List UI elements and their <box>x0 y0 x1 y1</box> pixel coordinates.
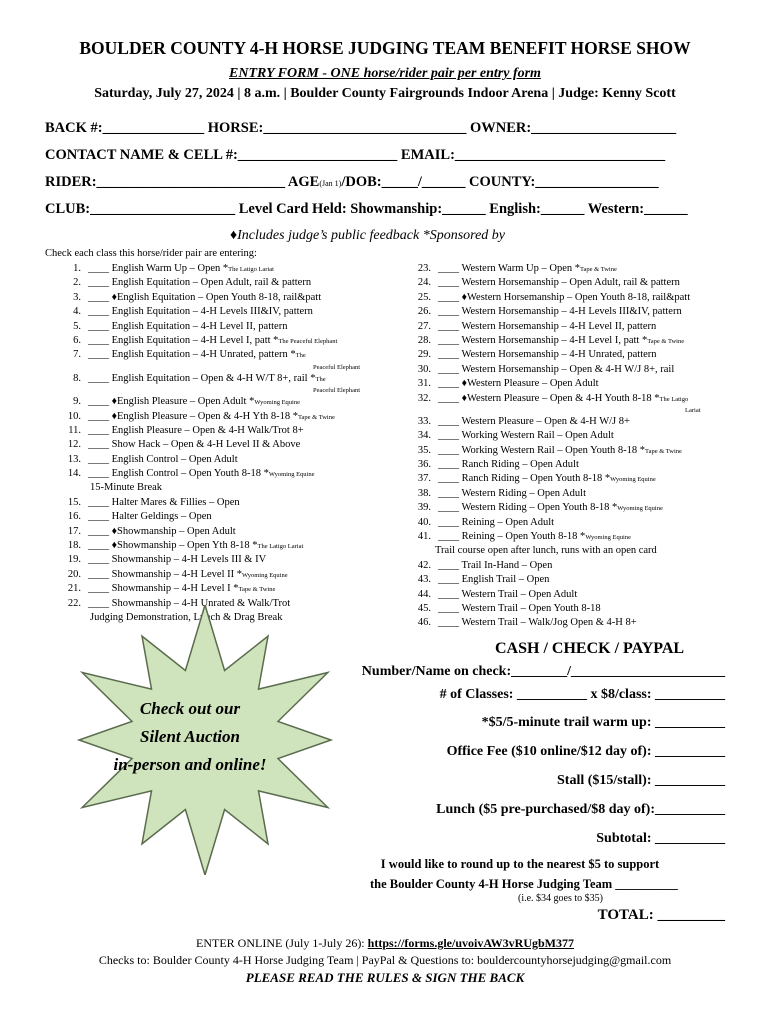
left-class-list <box>45 262 360 625</box>
class-number: 15. <box>67 496 81 508</box>
rules-notice: PLEASE READ THE RULES & SIGN THE BACK <box>245 970 525 985</box>
sponsor-continuation: Lariat <box>685 406 701 414</box>
class-number: 2. <box>73 277 81 289</box>
class-item[interactable] <box>45 395 360 409</box>
class-checkbox-blank[interactable]: ____ <box>88 468 112 480</box>
class-item[interactable] <box>45 539 360 553</box>
class-number: 40. <box>417 516 431 528</box>
office-fee-field[interactable]: Office Fee ($10 online/$12 day of): __________ <box>446 744 725 759</box>
class-checkbox-blank[interactable]: ____ <box>438 516 462 528</box>
payment-methods: CASH / CHECK / PAYPAL <box>495 640 685 657</box>
class-checkbox-blank[interactable]: ____ <box>438 531 462 543</box>
class-number: 13. <box>67 453 81 465</box>
class-name: ♦Showmanship – Open Yth 8-18 * <box>111 540 258 552</box>
stall-fee-field[interactable]: Stall ($15/stall): __________ <box>557 773 725 788</box>
form-title: BOULDER COUNTY 4-H HORSE JUDGING TEAM BENEFIT HORSE SHOW <box>79 38 691 58</box>
sponsor-name: The Latigo <box>659 395 689 403</box>
class-checkbox-blank[interactable]: ____ <box>88 597 112 609</box>
class-item[interactable] <box>45 424 360 438</box>
class-number: 35. <box>417 444 431 456</box>
sponsor-continuation: Peaceful Elephant <box>313 387 361 395</box>
class-name: ♦Western Pleasure – Open & 4-H Youth 8-18 * <box>461 392 660 404</box>
class-item[interactable] <box>395 429 701 443</box>
class-item[interactable] <box>45 276 360 290</box>
class-checkbox-blank[interactable]: ____ <box>88 277 112 289</box>
class-item[interactable] <box>395 377 701 391</box>
class-number: 8. <box>73 372 81 384</box>
dob-county-label: /DOB:_____/______ COUNTY:_________________ <box>341 174 659 190</box>
classes-count-field[interactable]: # of Classes: __________ x $8/class: __________ <box>439 687 725 702</box>
online-entry-line <box>0 936 770 951</box>
class-number: 20. <box>67 568 81 580</box>
class-name: Showmanship – 4-H Levels III & IV <box>111 554 267 566</box>
sponsor-name: Wyoming Equine <box>610 476 656 484</box>
class-name: English Equitation – Open Adult, rail & pattern <box>111 277 312 289</box>
class-checkbox-blank[interactable]: ____ <box>438 444 462 456</box>
class-name: Western Horsemanship – Open & 4-H W/J 8+, rail <box>461 363 675 375</box>
class-number: 46. <box>417 617 431 629</box>
class-number: 32. <box>417 392 431 404</box>
class-checkbox-blank[interactable]: ____ <box>438 588 462 600</box>
sponsor-continuation: Peaceful Elephant <box>313 363 361 371</box>
class-name: English Control – Open Adult <box>111 453 238 465</box>
right-class-list <box>395 262 701 631</box>
class-checkbox-blank[interactable]: ____ <box>438 363 462 375</box>
class-number: 17. <box>67 525 81 537</box>
promo-line-1: Check out our <box>139 699 241 718</box>
class-item[interactable] <box>45 291 360 305</box>
class-number: 18. <box>67 540 81 552</box>
class-name: Western Horsemanship – 4-H Unrated, pattern <box>461 349 657 361</box>
class-number: 34. <box>417 430 431 442</box>
sponsor-name: Wyoming Equine <box>617 505 663 513</box>
trail-warmup-field[interactable]: *$5/5-minute trail warm up: __________ <box>481 715 725 730</box>
class-checkbox-blank[interactable]: ____ <box>438 349 462 361</box>
roundup-text: I would like to round up to the nearest $5 to support <box>380 857 660 871</box>
class-number: 11. <box>68 424 81 436</box>
legend-note: ♦Includes judge’s public feedback *Sponsored by <box>230 228 506 243</box>
sponsor-name: Wyoming Equine <box>268 471 315 479</box>
class-item[interactable] <box>45 320 360 334</box>
class-name: English Equitation – 4-H Level II, pattern <box>111 320 288 332</box>
class-number: 16. <box>67 511 81 523</box>
promo-line-2: Silent Auction <box>140 727 240 746</box>
sponsor-name: Wyoming Equine <box>585 534 631 542</box>
class-number: 14. <box>67 468 81 480</box>
sponsor-name: Tape & Twine <box>645 447 682 455</box>
class-item[interactable] <box>395 444 701 458</box>
class-checkbox-blank[interactable]: ____ <box>438 430 462 442</box>
class-item[interactable] <box>45 438 360 452</box>
class-checkbox-blank[interactable]: ____ <box>88 568 112 580</box>
class-checkbox-blank[interactable]: ____ <box>438 320 462 332</box>
class-name: Working Western Rail – Open Youth 8-18 * <box>461 444 646 456</box>
class-checkbox-blank[interactable]: ____ <box>88 453 112 465</box>
class-item[interactable] <box>45 348 360 362</box>
class-name: Ranch Riding – Open Youth 8-18 * <box>461 473 611 485</box>
class-item[interactable] <box>395 588 701 602</box>
online-entry-label: ENTER ONLINE (July 1-July 26): <box>196 936 368 950</box>
class-name: Show Hack – Open & 4-H Level II & Above <box>111 439 301 451</box>
total-field[interactable]: TOTAL: _________ <box>597 907 725 923</box>
class-name: ♦English Pleasure – Open & 4-H Yth 8-18 * <box>111 410 298 422</box>
sponsor-name: Tape & Twine <box>238 586 276 594</box>
class-number: 33. <box>417 415 431 427</box>
class-checkbox-blank[interactable]: ____ <box>438 459 462 471</box>
class-checkbox-blank[interactable]: ____ <box>88 349 112 361</box>
class-name: ♦Western Pleasure – Open Adult <box>461 378 599 390</box>
class-name: English Warm Up – Open * <box>111 263 229 274</box>
class-name: Working Western Rail – Open Adult <box>461 430 614 442</box>
sponsor-name: The Latigo Lariat <box>257 543 304 551</box>
class-name: English Equitation – Open & 4-H W/T 8+, rail * <box>111 372 316 384</box>
class-checkbox-blank[interactable]: ____ <box>438 263 462 274</box>
lunch-fee-field[interactable]: Lunch ($5 pre-purchased/$8 day of):__________ <box>436 802 725 817</box>
class-number: 42. <box>417 559 431 571</box>
class-item[interactable] <box>395 320 701 334</box>
class-number: 41. <box>417 531 431 543</box>
class-checkbox-blank[interactable]: ____ <box>88 396 112 408</box>
sponsor-name: Tape & Twine <box>298 413 335 421</box>
class-item[interactable] <box>395 291 701 305</box>
class-name: Western Horsemanship – 4-H Levels III&IV, pattern <box>461 306 682 318</box>
class-checkbox-blank[interactable]: ____ <box>438 502 462 514</box>
class-name: Western Horsemanship – Open Adult, rail & pattern <box>461 277 680 289</box>
back-horse-owner-fields[interactable]: BACK #:______________ HORSE:____________________________ OWNER:____________________ <box>45 120 677 136</box>
class-number: 29. <box>417 349 431 361</box>
class-name: Reining – Open Adult <box>461 516 555 528</box>
class-item[interactable] <box>45 467 360 481</box>
age-date-note: (Jan 1) <box>319 179 342 188</box>
class-checkbox-blank[interactable]: ____ <box>438 306 462 318</box>
class-name: English Equitation – 4-H Unrated, pattern * <box>111 349 296 361</box>
class-number: 24. <box>417 277 431 289</box>
class-name: Showmanship – 4-H Unrated & Walk/Trot <box>111 597 291 609</box>
class-name: ♦English Equitation – Open Youth 8-18, rail&patt <box>111 291 322 303</box>
club-level-fields[interactable]: CLUB:____________________ Level Card Held: Showmanship:______ English:______ Western:______ <box>45 201 688 217</box>
class-checkbox-blank[interactable]: ____ <box>88 511 112 523</box>
class-number: 1. <box>73 263 81 274</box>
class-item[interactable] <box>45 410 360 424</box>
class-item[interactable] <box>395 262 701 276</box>
class-checkbox-blank[interactable]: ____ <box>88 291 112 303</box>
class-number: 19. <box>67 554 81 566</box>
demo-break-note: Judging Demonstration, Lunch & Drag Break <box>90 611 283 623</box>
contact-email-fields[interactable]: CONTACT NAME & CELL #:______________________ EMAIL:_____________________________ <box>45 147 666 163</box>
class-name: Reining – Open Youth 8-18 * <box>461 531 586 543</box>
class-checkbox-blank[interactable]: ____ <box>438 334 462 346</box>
class-checkbox-blank[interactable]: ____ <box>438 392 462 404</box>
class-checkbox-blank[interactable]: ____ <box>88 263 112 274</box>
class-name: Western Horsemanship – 4-H Level II, pattern <box>461 320 657 332</box>
class-name: Western Horsemanship – 4-H Level I, patt * <box>461 334 648 346</box>
checks-paypal-info: Checks to: Boulder County 4-H Horse Judging Team | PayPal & Questions to: bouldercountyhorsejudging@gmail.com <box>98 953 672 967</box>
class-name: Western Trail – Walk/Jog Open & 4-H 8+ <box>461 617 637 629</box>
class-item[interactable] <box>45 305 360 319</box>
class-instructions: Check each class this horse/rider pair are entering: <box>45 248 257 259</box>
class-name: ♦English Pleasure – Open Adult * <box>111 396 255 408</box>
class-name: English Trail – Open <box>461 574 550 586</box>
class-number: 9. <box>73 396 81 408</box>
class-item[interactable] <box>395 602 701 616</box>
rider-age-county-fields[interactable] <box>45 174 659 191</box>
class-number: 45. <box>417 602 431 614</box>
class-item[interactable] <box>395 573 701 587</box>
class-name: ♦Showmanship – Open Adult <box>111 525 236 537</box>
class-number: 28. <box>417 334 431 346</box>
class-checkbox-blank[interactable]: ____ <box>438 473 462 485</box>
class-checkbox-blank[interactable]: ____ <box>88 554 112 566</box>
sponsor-name: The <box>315 375 326 383</box>
roundup-field[interactable]: the Boulder County 4-H Horse Judging Team __________ <box>370 877 678 891</box>
class-checkbox-blank[interactable]: ____ <box>438 378 462 390</box>
class-checkbox-blank[interactable]: ____ <box>438 291 462 303</box>
class-item[interactable] <box>45 582 360 596</box>
class-name: Western Pleasure – Open & 4-H W/J 8+ <box>461 415 630 427</box>
class-name: Trail In-Hand – Open <box>461 559 553 571</box>
class-checkbox-blank[interactable]: ____ <box>438 617 462 629</box>
class-number: 43. <box>417 574 431 586</box>
class-name: Halter Mares & Fillies – Open <box>111 496 240 508</box>
sponsor-name: Wyoming Equine <box>241 571 288 579</box>
sponsor-name: The Latigo Lariat <box>228 266 274 273</box>
class-checkbox-blank[interactable]: ____ <box>438 574 462 586</box>
class-number: 10. <box>67 410 81 422</box>
class-item[interactable] <box>45 262 360 276</box>
class-checkbox-blank[interactable]: ____ <box>438 602 462 614</box>
class-checkbox-blank[interactable]: ____ <box>88 496 112 508</box>
class-item[interactable] <box>45 334 360 348</box>
class-item[interactable] <box>45 453 360 467</box>
class-checkbox-blank[interactable]: ____ <box>88 306 112 318</box>
class-item[interactable] <box>45 372 360 386</box>
trail-note: Trail course open after lunch, runs with an open card <box>435 545 657 557</box>
class-name: Western Warm Up – Open * <box>461 263 580 274</box>
class-item[interactable] <box>395 501 701 515</box>
class-number: 31. <box>417 378 431 390</box>
class-number: 37. <box>417 473 431 485</box>
class-number: 6. <box>73 334 81 346</box>
class-name: English Control – Open Youth 8-18 * <box>111 468 269 480</box>
class-number: 3. <box>73 291 81 303</box>
silent-auction-promo <box>60 695 320 779</box>
class-name: Showmanship – 4-H Level I * <box>111 583 239 595</box>
sponsor-name: Tape & Twine <box>647 337 685 345</box>
class-number: 5. <box>73 320 81 332</box>
class-item[interactable] <box>395 392 701 406</box>
class-item[interactable] <box>395 530 701 544</box>
class-number: 27. <box>417 320 431 332</box>
class-item[interactable] <box>395 616 701 630</box>
class-checkbox-blank[interactable]: ____ <box>88 540 112 552</box>
class-number: 39. <box>417 502 431 514</box>
class-checkbox-blank[interactable]: ____ <box>438 415 462 427</box>
class-number: 21. <box>67 583 81 595</box>
class-name: Western Riding – Open Youth 8-18 * <box>461 502 618 514</box>
class-checkbox-blank[interactable]: ____ <box>88 424 112 436</box>
class-item[interactable] <box>395 363 701 377</box>
sponsor-name: The Peaceful Elephant <box>278 337 338 345</box>
class-item[interactable] <box>45 496 360 510</box>
class-number: 38. <box>417 487 431 499</box>
class-item[interactable] <box>395 415 701 429</box>
class-item[interactable] <box>395 348 701 362</box>
class-item[interactable] <box>395 334 701 348</box>
break-note: 15-Minute Break <box>90 482 163 494</box>
class-item[interactable] <box>395 276 701 290</box>
class-number: 23. <box>417 263 431 274</box>
class-checkbox-blank[interactable]: ____ <box>88 439 112 451</box>
class-number: 22. <box>67 597 81 609</box>
event-details: Saturday, July 27, 2024 | 8 a.m. | Boulder County Fairgrounds Indoor Arena | Judge: Kenny Scott <box>94 86 676 101</box>
class-checkbox-blank[interactable]: ____ <box>88 583 112 595</box>
class-number: 4. <box>73 306 81 318</box>
class-name: Western Riding – Open Adult <box>461 487 586 499</box>
class-number: 36. <box>417 459 431 471</box>
class-number: 7. <box>73 349 81 361</box>
check-number-field[interactable]: Number/Name on check:________/______________________ <box>361 664 725 679</box>
sponsor-name: Wyoming Equine <box>254 399 301 407</box>
class-item[interactable] <box>395 487 701 501</box>
class-name: English Pleasure – Open & 4-H Walk/Trot 8+ <box>111 424 304 436</box>
class-number: 25. <box>417 291 431 303</box>
class-number: 30. <box>417 363 431 375</box>
class-checkbox-blank[interactable]: ____ <box>88 410 112 422</box>
class-checkbox-blank[interactable]: ____ <box>88 334 112 346</box>
subtotal-field[interactable]: Subtotal: __________ <box>596 831 725 846</box>
rider-age-label: RIDER:__________________________ AGE <box>45 174 320 190</box>
class-checkbox-blank[interactable]: ____ <box>88 525 112 537</box>
class-checkbox-blank[interactable]: ____ <box>88 320 112 332</box>
class-item[interactable] <box>395 458 701 472</box>
class-item[interactable] <box>395 516 701 530</box>
class-checkbox-blank[interactable]: ____ <box>438 487 462 499</box>
class-item[interactable] <box>45 553 360 567</box>
promo-line-3: in-person and online! <box>113 755 267 774</box>
class-checkbox-blank[interactable]: ____ <box>438 559 462 571</box>
class-name: Showmanship – 4-H Level II * <box>111 568 242 580</box>
class-number: 12. <box>67 439 81 451</box>
class-item[interactable] <box>395 472 701 486</box>
class-name: Ranch Riding – Open Adult <box>461 459 579 471</box>
class-checkbox-blank[interactable]: ____ <box>438 277 462 289</box>
class-name: Western Trail – Open Adult <box>461 588 578 600</box>
class-name: Western Trail – Open Youth 8-18 <box>461 602 601 614</box>
form-subtitle: ENTRY FORM - ONE horse/rider pair per entry form <box>229 66 541 81</box>
class-number: 26. <box>417 306 431 318</box>
roundup-example: (i.e. $34 goes to $35) <box>518 893 603 904</box>
class-item[interactable] <box>395 305 701 319</box>
class-name: ♦Western Horsemanship – Open Youth 8-18, rail&patt <box>461 291 691 303</box>
class-item[interactable] <box>45 568 360 582</box>
sponsor-name: Tape & Twine <box>579 266 617 273</box>
class-name: Halter Geldings – Open <box>111 511 212 523</box>
class-item[interactable] <box>395 559 701 573</box>
class-number: 44. <box>417 588 431 600</box>
class-name: English Equitation – 4-H Levels III&IV, pattern <box>111 306 313 318</box>
class-name: English Equitation – 4-H Level I, patt * <box>111 334 279 346</box>
class-checkbox-blank[interactable]: ____ <box>88 372 112 384</box>
class-item[interactable] <box>45 510 360 524</box>
class-item[interactable] <box>45 525 360 539</box>
online-form-link[interactable]: https://forms.gle/uvoivAW3vRUgbM377 <box>367 936 574 950</box>
sponsor-name: The <box>295 352 306 360</box>
